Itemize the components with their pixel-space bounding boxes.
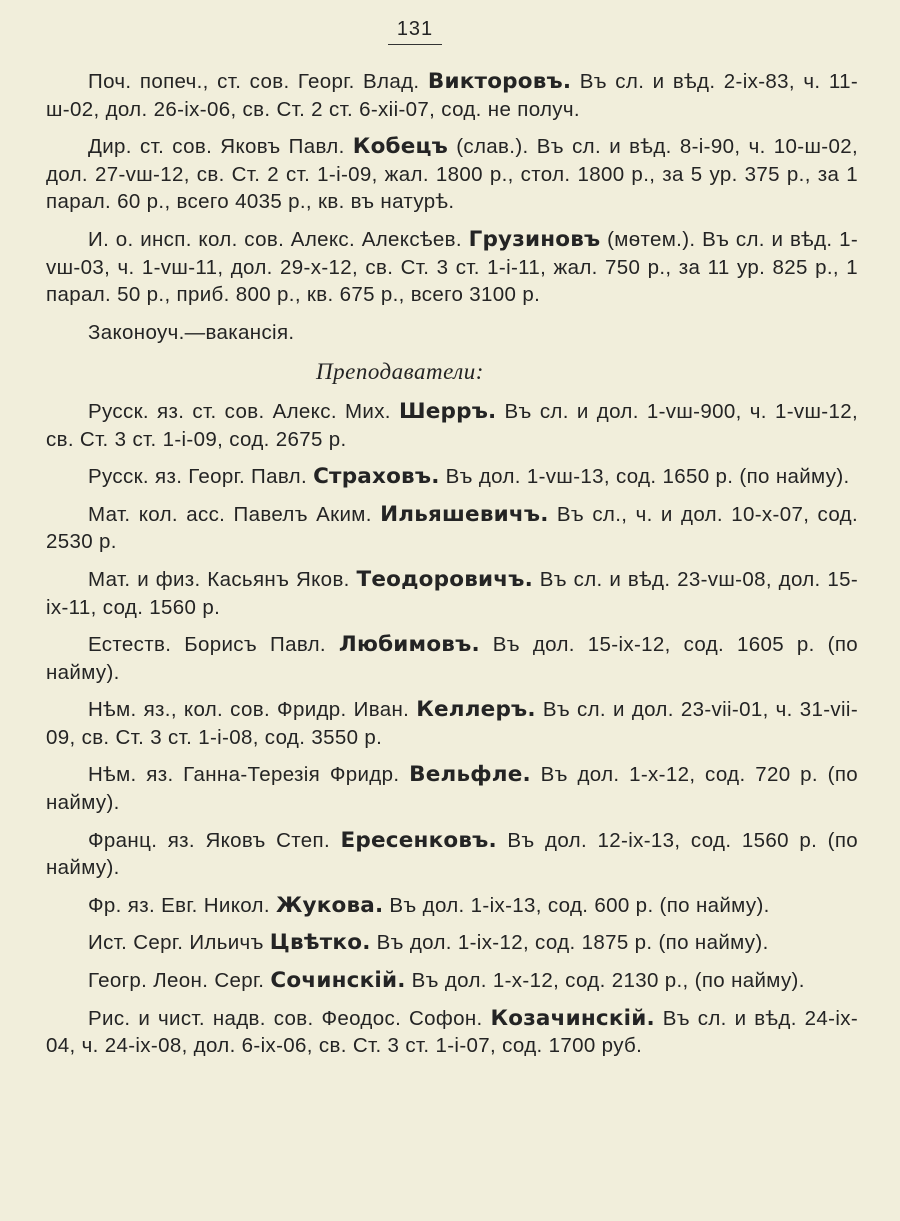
entry-prefix: Мат. и физ. Касьянъ Яков. [88, 567, 350, 591]
entry-surname: Кобецъ [352, 134, 449, 160]
entry-prefix: Нѣм. яз., кол. сов. Фридр. Иван. [88, 698, 410, 722]
entry-paragraph [46, 133, 858, 216]
entry-prefix: Естеств. Борисъ Павл. [88, 633, 326, 657]
entry-prefix: Законоуч.—вакансія. [88, 320, 295, 344]
section-heading: Преподаватели: [316, 359, 484, 385]
entry-details: Въ сл. и вѣд. 24-ix-04, ч. 24-ix-08, дол. 6-ix-06, св. Ст. 3 ст. 1-i-07, сод. 1700 руб. [46, 1006, 859, 1058]
teacher-entries [46, 398, 858, 1060]
entry-paragraph [46, 319, 858, 347]
entry-details: Въ дол. 12-ix-13, сод. 1560 р. (по найму). [46, 828, 859, 880]
entry-surname: Шерръ. [398, 398, 497, 424]
entry-surname: Страховъ. [313, 464, 440, 490]
entry-prefix: Геогр. Леон. Серг. [88, 969, 265, 993]
entry-surname: Жукова. [275, 892, 384, 918]
entry-paragraph [46, 967, 858, 995]
entry-details: (слав.). Въ сл. и вѣд. 8-i-90, ч. 10-ш-02, дол. 27-vш-12, св. Ст. 2 ст. 1-i-09, жал. 1800 р., стол. 1800 р., за 5 ур. 375 р., за 1 парал. 60 р., всего 4035 р., кв. въ натурѣ. [46, 135, 859, 214]
entry-prefix: Рис. и чист. надв. сов. Феодос. Софон. [88, 1006, 483, 1030]
entry-surname: Цвѣтко. [269, 930, 371, 956]
entry-details: (мѳтем.). Въ сл. и вѣд. 1-vш-03, ч. 1-vш-11, дол. 29-x-12, св. Ст. 3 ст. 1-i-11, жал. 750 р., за 11 ур. 825 р., 1 парал. 50 р., приб. 800 р., кв. 675 р., всего 3100 р. [46, 227, 859, 307]
entry-surname: Теодоровичъ. [356, 566, 533, 592]
entry-paragraph [46, 463, 858, 491]
entry-surname: Ересенковъ. [340, 827, 497, 853]
entry-details: Въ дол. 1-x-12, сод. 720 р. (по найму). [46, 763, 859, 815]
entry-details: Въ дол. 15-ix-12, сод. 1605 р. (по найму). [46, 633, 859, 684]
entry-details: Въ сл. и вѣд. 23-vш-08, дол. 15-ix-11, сод. 1560 р. [46, 567, 859, 619]
entry-prefix: И. о. инсп. кол. сов. Алекс. Алексѣев. [88, 227, 462, 251]
page-number-rule [388, 44, 442, 45]
entry-details: Въ дол. 1-vш-13, сод. 1650 р. (по найму). [445, 465, 850, 489]
entry-paragraph [46, 827, 858, 882]
page-body [46, 68, 858, 1070]
entry-surname: Сочинскій. [270, 968, 406, 994]
entry-surname: Ильяшевичъ. [380, 501, 549, 527]
entry-paragraph [46, 226, 858, 309]
entry-surname: Грузиновъ [468, 226, 601, 252]
entry-prefix: Мат. кол. асс. Павелъ Аким. [88, 502, 372, 526]
entry-prefix: Поч. попеч., ст. сов. Георг. Влад. [88, 70, 420, 93]
entry-details: Въ сл. и дол. 23-vii-01, ч. 31-vii-09, св. Ст. 3 ст. 1-i-08, сод. 3550 р. [46, 698, 859, 749]
entry-paragraph [46, 566, 858, 621]
entry-prefix: Русск. яз. ст. сов. Алекс. Мих. [88, 399, 391, 423]
entry-paragraph [46, 501, 858, 556]
entry-prefix: Дир. ст. сов. Яковъ Павл. [88, 135, 345, 159]
entry-paragraph [46, 68, 858, 123]
entry-details: Въ дол. 1-ix-12, сод. 1875 р. (по найму). [376, 931, 769, 955]
entry-paragraph [46, 929, 858, 957]
entry-prefix: Русск. яз. Георг. Павл. [88, 465, 308, 489]
entry-surname: Викторовъ. [427, 69, 572, 94]
page-number: 131 [396, 18, 434, 40]
entry-paragraph [46, 398, 858, 453]
entry-surname: Келлеръ. [416, 697, 536, 723]
entry-details: Въ сл. и вѣд. 2-ix-83, ч. 11-ш-02, дол. 26-ix-06, св. Ст. 2 ст. 6-xii-07, сод. не получ. [46, 70, 859, 121]
entry-prefix: Ист. Серг. Ильичъ [88, 931, 264, 955]
entry-prefix: Франц. яз. Яковъ Степ. [88, 828, 331, 852]
entry-surname: Вельфле. [409, 762, 531, 788]
entry-surname: Любимовъ. [338, 632, 480, 658]
entry-prefix: Нѣм. яз. Ганна-Терезія Фридр. [88, 763, 400, 787]
entry-details: Въ сл. и дол. 1-vш-900, ч. 1-vш-12, св. Ст. 3 ст. 1-i-09, сод. 2675 р. [46, 399, 858, 451]
entry-prefix: Фр. яз. Евг. Никол. [88, 893, 270, 917]
entry-paragraph [46, 696, 858, 751]
entry-paragraph [46, 892, 858, 920]
entry-paragraph [46, 761, 858, 816]
staff-entries [46, 68, 858, 346]
entry-surname: Козачинскій. [490, 1005, 655, 1031]
entry-paragraph [46, 631, 858, 686]
entry-paragraph [46, 1005, 858, 1060]
entry-details: Въ дол. 1-ix-13, сод. 600 р. (по найму). [389, 893, 770, 917]
entry-details: Въ дол. 1-x-12, сод. 2130 р., (по найму). [411, 969, 805, 993]
entry-details: Въ сл., ч. и дол. 10-x-07, сод. 2530 р. [46, 502, 859, 554]
